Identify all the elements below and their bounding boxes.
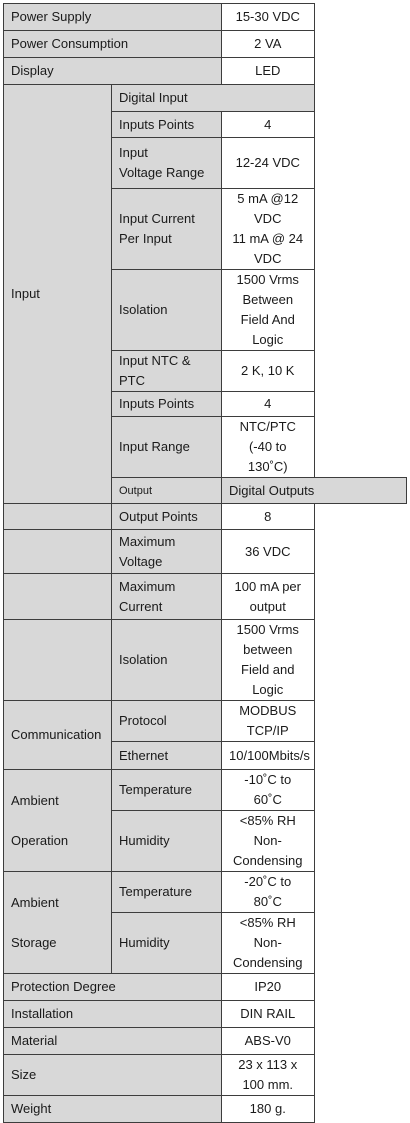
ambient-operation-label-line1: Ambient: [11, 792, 59, 808]
communication-label: Communication: [4, 701, 112, 770]
input-ntc-ptc-label: Input NTC & PTC: [112, 351, 222, 392]
input-group-label: Input: [4, 85, 112, 504]
inputs-points-label: Inputs Points: [112, 112, 222, 138]
weight-value: 180 g.: [222, 1096, 315, 1123]
row-weight: [4, 1096, 407, 1123]
input-isolation-value-line2: Field And Logic: [240, 312, 295, 347]
power-supply-label: Power Supply: [4, 4, 222, 31]
ethernet-label: Ethernet: [112, 742, 222, 770]
row-output-isolation: [4, 620, 407, 701]
digital-outputs-header: Digital Outputs: [222, 478, 407, 504]
size-label: Size: [4, 1055, 222, 1096]
output-isolation-value-line2: Field and Logic: [241, 662, 295, 697]
input-range-value: NTC/PTC (-40 to 130˚C): [222, 417, 315, 478]
output-isolation-value: [222, 620, 315, 701]
operation-humidity-value: <85% RH Non-Condensing: [222, 811, 315, 872]
inputs-points-value: 4: [222, 112, 315, 138]
output-isolation-label: Isolation: [112, 620, 222, 701]
input-voltage-range-label: [112, 138, 222, 189]
input-isolation-value: [222, 270, 315, 351]
output-group-label: Output: [112, 478, 222, 504]
input-range-label: Input Range: [112, 417, 222, 478]
ambient-operation-label-line2: Operation: [11, 832, 69, 848]
power-consumption-label: Power Consumption: [4, 31, 222, 58]
input-current-label: [112, 189, 222, 270]
spec-table: [3, 3, 407, 1123]
row-display: [4, 58, 407, 85]
ambient-operation-label: [4, 770, 112, 872]
row-digital-input: [4, 85, 407, 112]
maximum-current-label-line1: Maximum: [119, 578, 176, 594]
display-value: LED: [222, 58, 315, 85]
input-current-label-line2: Per Input: [119, 231, 172, 246]
maximum-current-label-line2: Current: [119, 598, 163, 614]
input-isolation-label: Isolation: [112, 270, 222, 351]
input-isolation-value-line1: 1500 Vrms Between: [236, 272, 299, 307]
installation-label: Installation: [4, 1001, 222, 1028]
ambient-storage-label-line2: Storage: [11, 934, 57, 950]
output-blank-cell: [4, 574, 112, 620]
row-size: [4, 1055, 407, 1096]
maximum-current-label: [112, 574, 222, 620]
input-current-value-line2: 11 mA @ 24 VDC: [232, 231, 304, 266]
output-points-label: Output Points: [112, 504, 222, 530]
display-label: Display: [4, 58, 222, 85]
weight-label: Weight: [4, 1096, 222, 1123]
output-isolation-value-line1: 1500 Vrms between: [236, 622, 299, 657]
input-voltage-range-label-line1: Input: [119, 145, 148, 160]
power-supply-value: 15-30 VDC: [222, 4, 315, 31]
ambient-storage-label-line1: Ambient: [11, 894, 59, 910]
maximum-voltage-label: [112, 530, 222, 574]
protocol-value: MODBUS TCP/IP: [222, 701, 315, 742]
input-voltage-range-value: 12-24 VDC: [222, 138, 315, 189]
maximum-voltage-value: 36 VDC: [222, 530, 315, 574]
protection-degree-label: Protection Degree: [4, 974, 222, 1001]
row-material: [4, 1028, 407, 1055]
operation-temperature-value: -10˚C to 60˚C: [222, 770, 315, 811]
output-blank-cell: [4, 620, 112, 701]
input-ntc-ptc-value: 2 K, 10 K: [222, 351, 315, 392]
row-storage-temperature: [4, 872, 407, 913]
storage-temperature-label: Temperature: [112, 872, 222, 913]
input-voltage-range-label-line2: Voltage Range: [119, 165, 205, 180]
ambient-storage-label: [4, 872, 112, 974]
row-maximum-current: [4, 574, 407, 620]
row-operation-temperature: [4, 770, 407, 811]
row-output-points: [4, 504, 407, 530]
digital-input-header: Digital Input: [112, 85, 315, 112]
material-value: ABS-V0: [222, 1028, 315, 1055]
protocol-label: Protocol: [112, 701, 222, 742]
row-protection-degree: [4, 974, 407, 1001]
row-maximum-voltage: [4, 530, 407, 574]
output-blank-cell: [4, 530, 112, 574]
maximum-voltage-label-line1: Maximum: [119, 533, 176, 549]
storage-temperature-value: -20˚C to 80˚C: [222, 872, 315, 913]
size-value: 23 x 113 x 100 mm.: [222, 1055, 315, 1096]
maximum-current-value: 100 mA per output: [222, 574, 315, 620]
inputs-points-2-value: 4: [222, 392, 315, 417]
maximum-voltage-label-line2: Voltage: [119, 553, 163, 569]
input-current-label-line1: Input Current: [119, 211, 195, 226]
row-power-supply: [4, 4, 407, 31]
input-current-value-line1: 5 mA @12 VDC: [237, 191, 299, 226]
storage-humidity-label: Humidity: [112, 913, 222, 974]
row-protocol: [4, 701, 407, 742]
row-power-consumption: [4, 31, 407, 58]
output-points-value: 8: [222, 504, 315, 530]
installation-value: DIN RAIL: [222, 1001, 315, 1028]
storage-humidity-value: <85% RH Non-Condensing: [222, 913, 315, 974]
operation-humidity-label: Humidity: [112, 811, 222, 872]
row-installation: [4, 1001, 407, 1028]
power-consumption-value: 2 VA: [222, 31, 315, 58]
inputs-points-2-label: Inputs Points: [112, 392, 222, 417]
material-label: Material: [4, 1028, 222, 1055]
ethernet-value: 10/100Mbits/s: [222, 742, 315, 770]
output-blank-cell: [4, 504, 112, 530]
operation-temperature-label: Temperature: [112, 770, 222, 811]
input-current-value: [222, 189, 315, 270]
protection-degree-value: IP20: [222, 974, 315, 1001]
